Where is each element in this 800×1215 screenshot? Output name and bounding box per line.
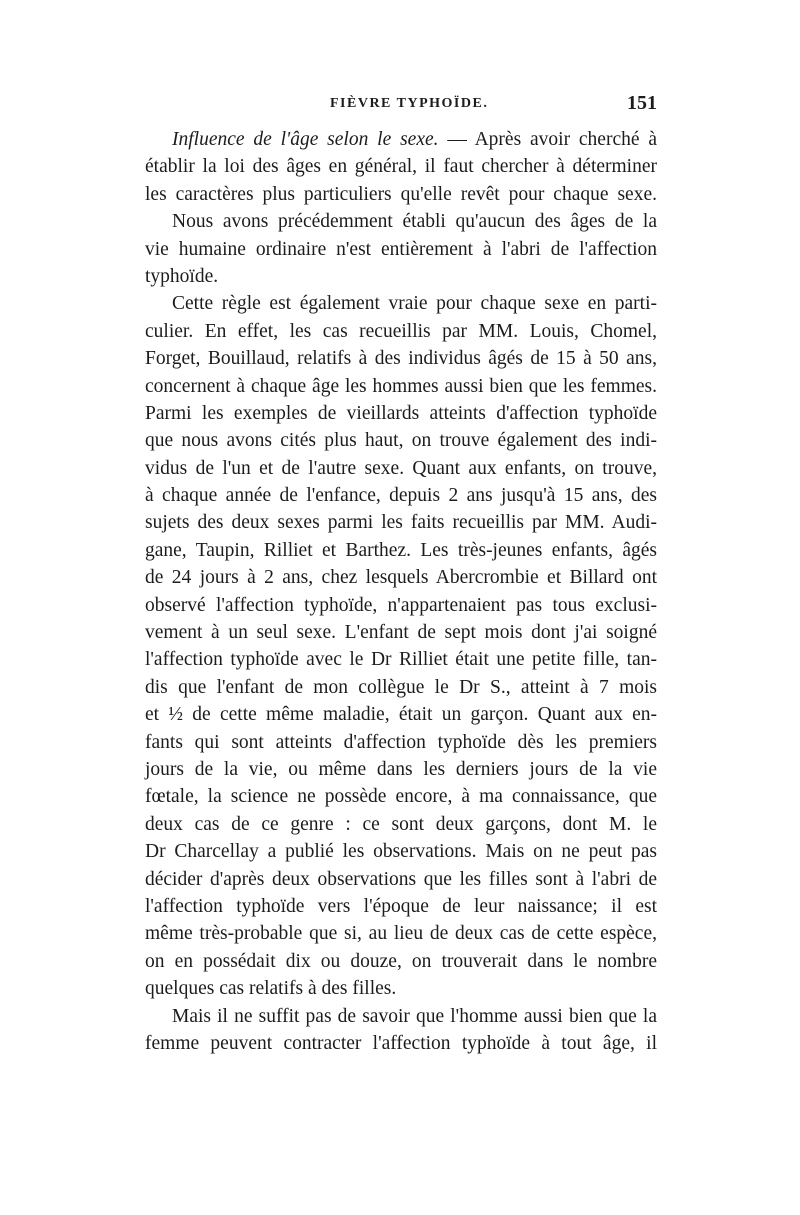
text-line-content: vidus de l'un et de l'autre sexe. Quant aux enfants, on trouve,	[145, 457, 657, 479]
text-line-content: les caractères plus particuliers qu'elle revêt pour chaque sexe.	[145, 183, 657, 205]
text-line-content: observé l'affection typhoïde, n'appartenaient pas tous exclusi-	[145, 594, 657, 616]
text-line	[145, 318, 657, 345]
text-line-content: vement à un seul sexe. L'enfant de sept mois dont j'ai soigné	[145, 622, 657, 644]
text-line	[145, 619, 657, 646]
text-line	[145, 920, 657, 947]
text-line	[145, 263, 657, 290]
text-line	[145, 482, 657, 509]
text-line	[145, 236, 657, 263]
running-title: FIÈVRE TYPHOÏDE.	[330, 96, 489, 111]
text-line	[145, 646, 657, 673]
text-line	[145, 838, 657, 865]
text-line-content: quelques cas relatifs à des filles.	[145, 978, 397, 1000]
text-line-content: sujets des deux sexes parmi les faits recueillis par MM. Audi-	[145, 512, 657, 534]
text-line-content: à chaque année de l'enfance, depuis 2 ans jusqu'à 15 ans, des	[145, 485, 657, 507]
text-line-content: gane, Taupin, Rilliet et Barthez. Les très-jeunes enfants, âgés	[145, 539, 657, 561]
text-line	[145, 756, 657, 783]
text-line-content: typhoïde.	[145, 265, 219, 287]
text-line-content: même très-probable que si, au lieu de deux cas de cette espèce,	[145, 923, 657, 945]
running-head	[145, 92, 657, 118]
text-line	[145, 592, 657, 619]
text-line	[145, 373, 657, 400]
text-line	[145, 811, 657, 838]
text-line	[145, 866, 657, 893]
text-line	[145, 153, 657, 180]
text-line	[145, 893, 657, 920]
text-line	[145, 509, 657, 536]
text-line-content: Mais il ne suffit pas de savoir que l'homme aussi bien que la	[172, 1005, 657, 1027]
text-line	[145, 564, 657, 591]
text-line-content: on en possédait dix ou douze, on trouverait dans le nombre	[145, 950, 657, 972]
text-line-content: fœtale, la science ne possède encore, à ma connaissance, que	[145, 786, 657, 808]
text-line-content: concernent à chaque âge les hommes aussi bien que les femmes.	[145, 375, 657, 397]
text-line	[145, 1003, 657, 1030]
text-line-content: deux cas de ce genre : ce sont deux garçons, dont M. le	[145, 813, 657, 835]
text-line-content: jours de la vie, ou même dans les derniers jours de la vie	[145, 758, 657, 780]
text-line	[145, 181, 657, 208]
text-line-content: vie humaine ordinaire n'est entièrement à l'abri de l'affection	[145, 238, 657, 260]
text-line-content: — Après avoir cherché à	[438, 129, 657, 150]
text-line	[145, 1030, 657, 1057]
text-line	[145, 345, 657, 372]
text-line-content: Nous avons précédemment établi qu'aucun des âges de la	[172, 211, 657, 233]
text-line	[145, 427, 657, 454]
text-line	[145, 400, 657, 427]
text-line-content: décider d'après deux observations que les filles sont à l'abri de	[145, 868, 657, 890]
text-line-content: établir la loi des âges en général, il faut chercher à déterminer	[145, 156, 657, 178]
text-line-content: Dr Charcellay a publié les observations. Mais on ne peut pas	[145, 841, 657, 863]
text-line-content: l'affection typhoïde avec le Dr Rilliet était une petite fille, tan-	[145, 649, 657, 671]
text-line-content: Forget, Bouillaud, relatifs à des individus âgés de 15 à 50 ans,	[145, 348, 657, 370]
page-number: 151	[627, 92, 657, 114]
text-line	[145, 701, 657, 728]
text-line-content: et ½ de cette même maladie, était un garçon. Quant aux en-	[145, 704, 657, 726]
text-line-content: culier. En effet, les cas recueillis par MM. Louis, Chomel,	[145, 320, 657, 342]
text-line	[145, 537, 657, 564]
text-line-content: dis que l'enfant de mon collègue le Dr S., atteint à 7 mois	[145, 676, 657, 698]
text-line	[145, 729, 657, 756]
section-heading-italic: Influence de l'âge selon le sexe.	[172, 129, 439, 150]
body-text	[145, 126, 657, 1057]
text-line-content: l'affection typhoïde vers l'époque de leur naissance; il est	[145, 895, 657, 917]
text-line	[145, 674, 657, 701]
text-line	[145, 948, 657, 975]
text-line-content: que nous avons cités plus haut, on trouve également des indi-	[145, 430, 657, 452]
text-line-content: Parmi les exemples de vieillards atteints d'affection typhoïde	[145, 402, 657, 424]
text-line	[145, 975, 657, 1002]
text-line-content: Cette règle est également vraie pour chaque sexe en parti-	[172, 293, 657, 315]
text-line-content: fants qui sont atteints d'affection typhoïde dès les premiers	[145, 731, 657, 753]
text-line	[145, 126, 657, 153]
text-line-content: de 24 jours à 2 ans, chez lesquels Abercrombie et Billard ont	[145, 567, 657, 589]
text-line-content: femme peuvent contracter l'affection typhoïde à tout âge, il	[145, 1032, 657, 1054]
text-line	[145, 290, 657, 317]
text-line	[145, 455, 657, 482]
text-line	[145, 783, 657, 810]
text-line	[145, 208, 657, 235]
